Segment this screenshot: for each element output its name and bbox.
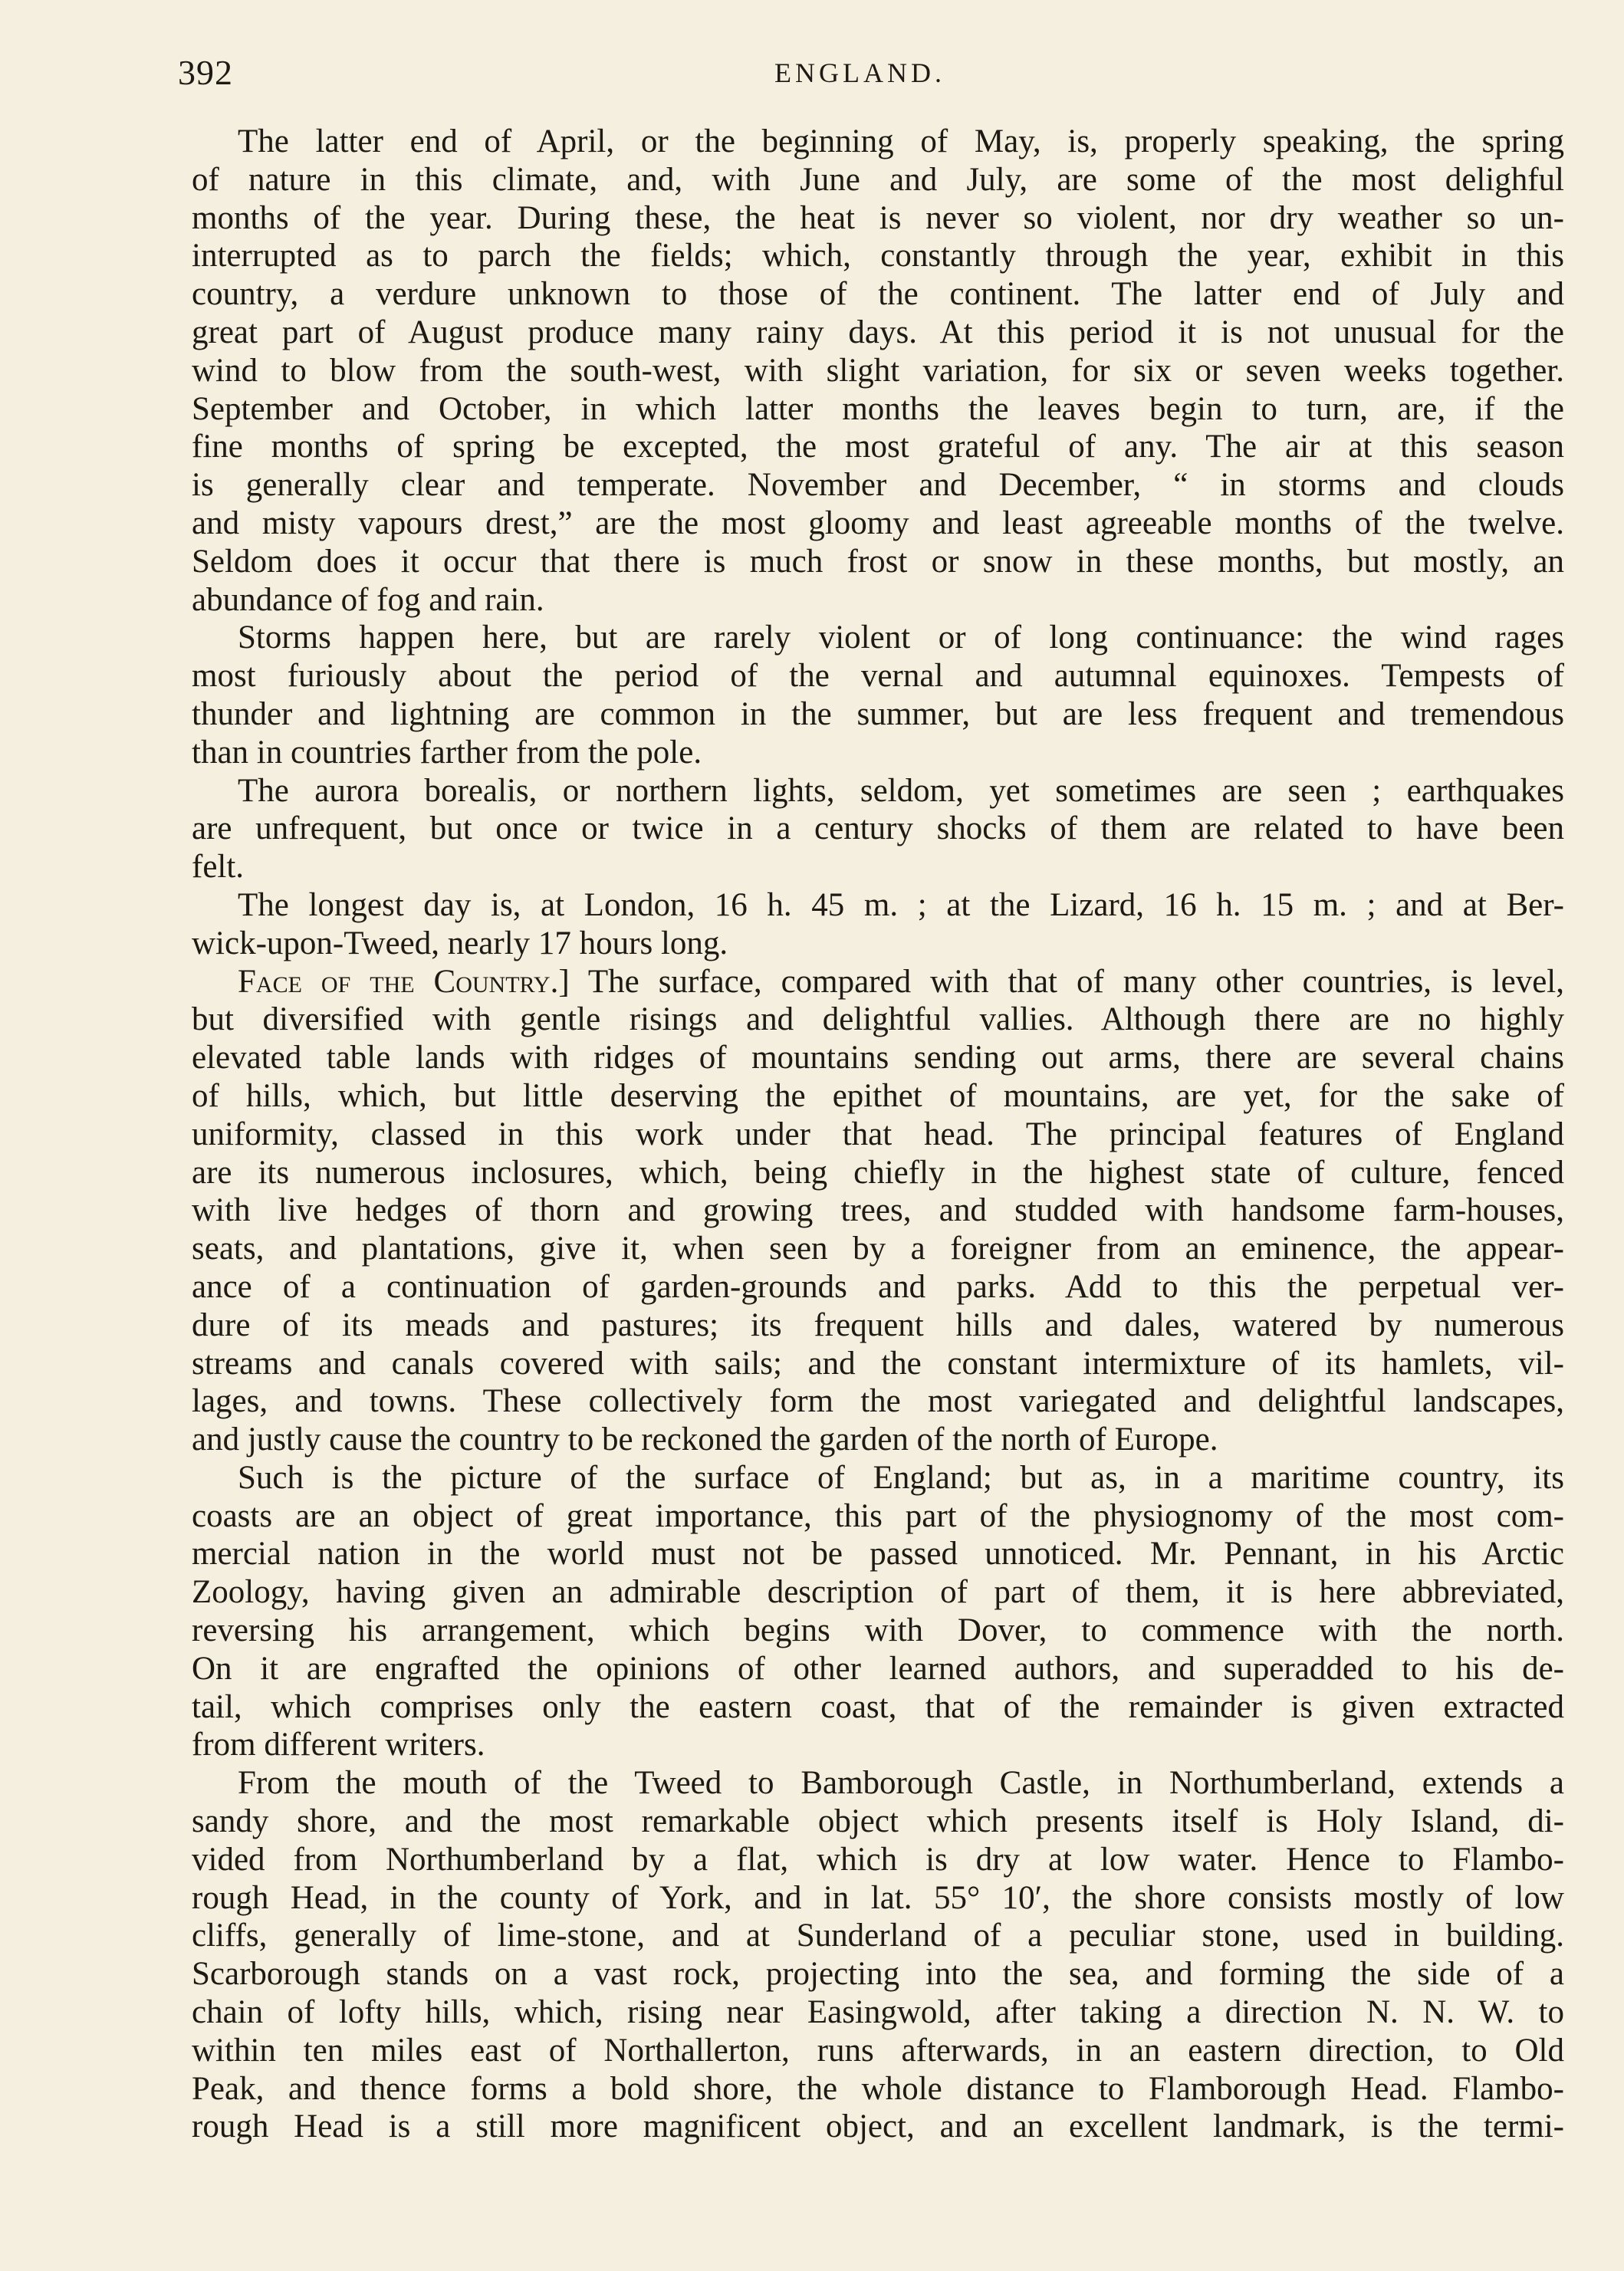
text-line: Seldom does it occur that there is much frost or snow in these months, but mostly, an (192, 543, 1564, 580)
text-line: September and October, in which latter months the leaves begin to turn, are, if the (192, 390, 1564, 427)
text-line: thunder and lightning are common in the summer, but are less frequent and tremendous (192, 695, 1564, 732)
text-line: are unfrequent, but once or twice in a century shocks of them are related to have been (192, 810, 1564, 847)
text-line: with live hedges of thorn and growing trees, and studded with handsome farm-houses, (192, 1192, 1564, 1229)
body-text (192, 123, 1564, 2146)
text-line: but diversified with gentle risings and delightful vallies. Although there are no highly (192, 1001, 1564, 1038)
text-line: most furiously about the period of the vernal and autumnal equinoxes. Tempests of (192, 658, 1564, 695)
text-line: abundance of fog and rain. (192, 581, 544, 618)
text-line: and justly cause the country to be reckoned the garden of the north of Europe. (192, 1421, 1218, 1458)
text-fragment: The surface, compared with that of many other countries, is level, (587, 963, 1564, 1000)
text-line: The aurora borealis, or northern lights, seldom, yet sometimes are seen ; earthquakes (238, 772, 1564, 809)
text-line: is generally clear and temperate. November and December, “ in storms and clouds (192, 467, 1564, 504)
text-line: months of the year. During these, the heat is never so violent, nor dry weather so un- (192, 199, 1564, 236)
text-line: tail, which comprises only the eastern coast, that of the remainder is given extracted (192, 1688, 1564, 1725)
text-line: and misty vapours drest,” are the most gloomy and least agreeable months of the twelve. (192, 504, 1564, 541)
text-line: within ten miles east of Northallerton, runs afterwards, in an eastern direction, to Old (192, 2032, 1564, 2069)
text-line: dure of its meads and pastures; its frequent hills and dales, watered by numerous (192, 1306, 1564, 1343)
text-line: from different writers. (192, 1727, 485, 1763)
text-line: of hills, which, but little deserving the epithet of mountains, are yet, for the sake of (192, 1077, 1564, 1114)
text-line: interrupted as to parch the fields; which, constantly through the year, exhibit in this (192, 238, 1564, 274)
text-line: lages, and towns. These collectively form the most variegated and delightful landscapes, (192, 1383, 1564, 1420)
text-line: than in countries farther from the pole. (192, 734, 702, 771)
text-line: Storms happen here, but are rarely violent or of long continuance: the wind rages (238, 620, 1564, 656)
text-line: reversing his arrangement, which begins with Dover, to commence with the north. (192, 1612, 1564, 1649)
text-line: wick-upon-Tweed, nearly 17 hours long. (192, 925, 728, 961)
text-line: Such is the picture of the surface of England; but as, in a maritime country, its (238, 1459, 1564, 1496)
text-line: Scarborough stands on a vast rock, projecting into the sea, and forming the side of a (192, 1956, 1564, 1993)
text-line: cliffs, generally of lime-stone, and at Sunderland of a peculiar stone, used in building. (192, 1918, 1564, 1954)
text-line: seats, and plantations, give it, when seen by a foreigner from an eminence, the appear- (192, 1231, 1564, 1267)
text-line: coasts are an object of great importance, this part of the physiognomy of the most com- (192, 1497, 1564, 1534)
text-line: Peak, and thence forms a bold shore, the whole distance to Flamborough Head. Flambo- (192, 2070, 1564, 2107)
text-line: wind to blow from the south-west, with slight variation, for six or seven weeks together. (192, 352, 1564, 389)
text-line: streams and canals covered with sails; and the constant intermixture of its hamlets, vil- (192, 1345, 1564, 1382)
text-line: vided from Northumberland by a flat, which is dry at low water. Hence to Flambo- (192, 1841, 1564, 1878)
text-line: are its numerous inclosures, which, being chiefly in the highest state of culture, fenced (192, 1154, 1564, 1191)
text-line: felt. (192, 849, 245, 886)
page-number: 392 (178, 53, 233, 92)
text-line: mercial nation in the world must not be passed unnoticed. Mr. Pennant, in his Arctic (192, 1536, 1564, 1573)
section-first-line (192, 963, 1564, 1001)
text-line: elevated table lands with ridges of mountains sending out arms, there are several chains (192, 1040, 1564, 1076)
section-heading: Face of the Country.] (238, 963, 570, 1000)
text-line: rough Head, in the county of York, and in lat. 55° 10′, the shore consists mostly of low (192, 1879, 1564, 1916)
text-line: The latter end of April, or the beginning of May, is, properly speaking, the spring (238, 123, 1564, 159)
text-line: Zoology, having given an admirable description of part of them, it is here abbreviated, (192, 1574, 1564, 1611)
text-line: chain of lofty hills, which, rising near Easingwold, after taking a direction N. N. W. to (192, 1994, 1564, 2031)
text-line: uniformity, classed in this work under that head. The principal features of England (192, 1116, 1564, 1152)
text-line: rough Head is a still more magnificent object, and an excellent landmark, is the termi- (192, 2108, 1564, 2145)
text-line: On it are engrafted the opinions of other learned authors, and superadded to his de- (192, 1650, 1564, 1687)
text-line: great part of August produce many rainy days. At this period it is not unusual for the (192, 314, 1564, 350)
text-line: fine months of spring be excepted, the most grateful of any. The air at this season (192, 429, 1564, 465)
text-line: of nature in this climate, and, with June and July, are some of the most delighful (192, 161, 1564, 198)
text-line: From the mouth of the Tweed to Bamborough Castle, in Northumberland, extends a (238, 1765, 1564, 1802)
running-head: ENGLAND. (774, 58, 945, 88)
text-line: country, a verdure unknown to those of the continent. The latter end of July and (192, 276, 1564, 313)
text-line: ance of a continuation of garden-grounds and parks. Add to this the perpetual ver- (192, 1268, 1564, 1305)
text-line: sandy shore, and the most remarkable object which presents itself is Holy Island, di- (192, 1803, 1564, 1840)
text-line: The longest day is, at London, 16 h. 45 m. ; at the Lizard, 16 h. 15 m. ; and at Ber- (238, 886, 1564, 923)
